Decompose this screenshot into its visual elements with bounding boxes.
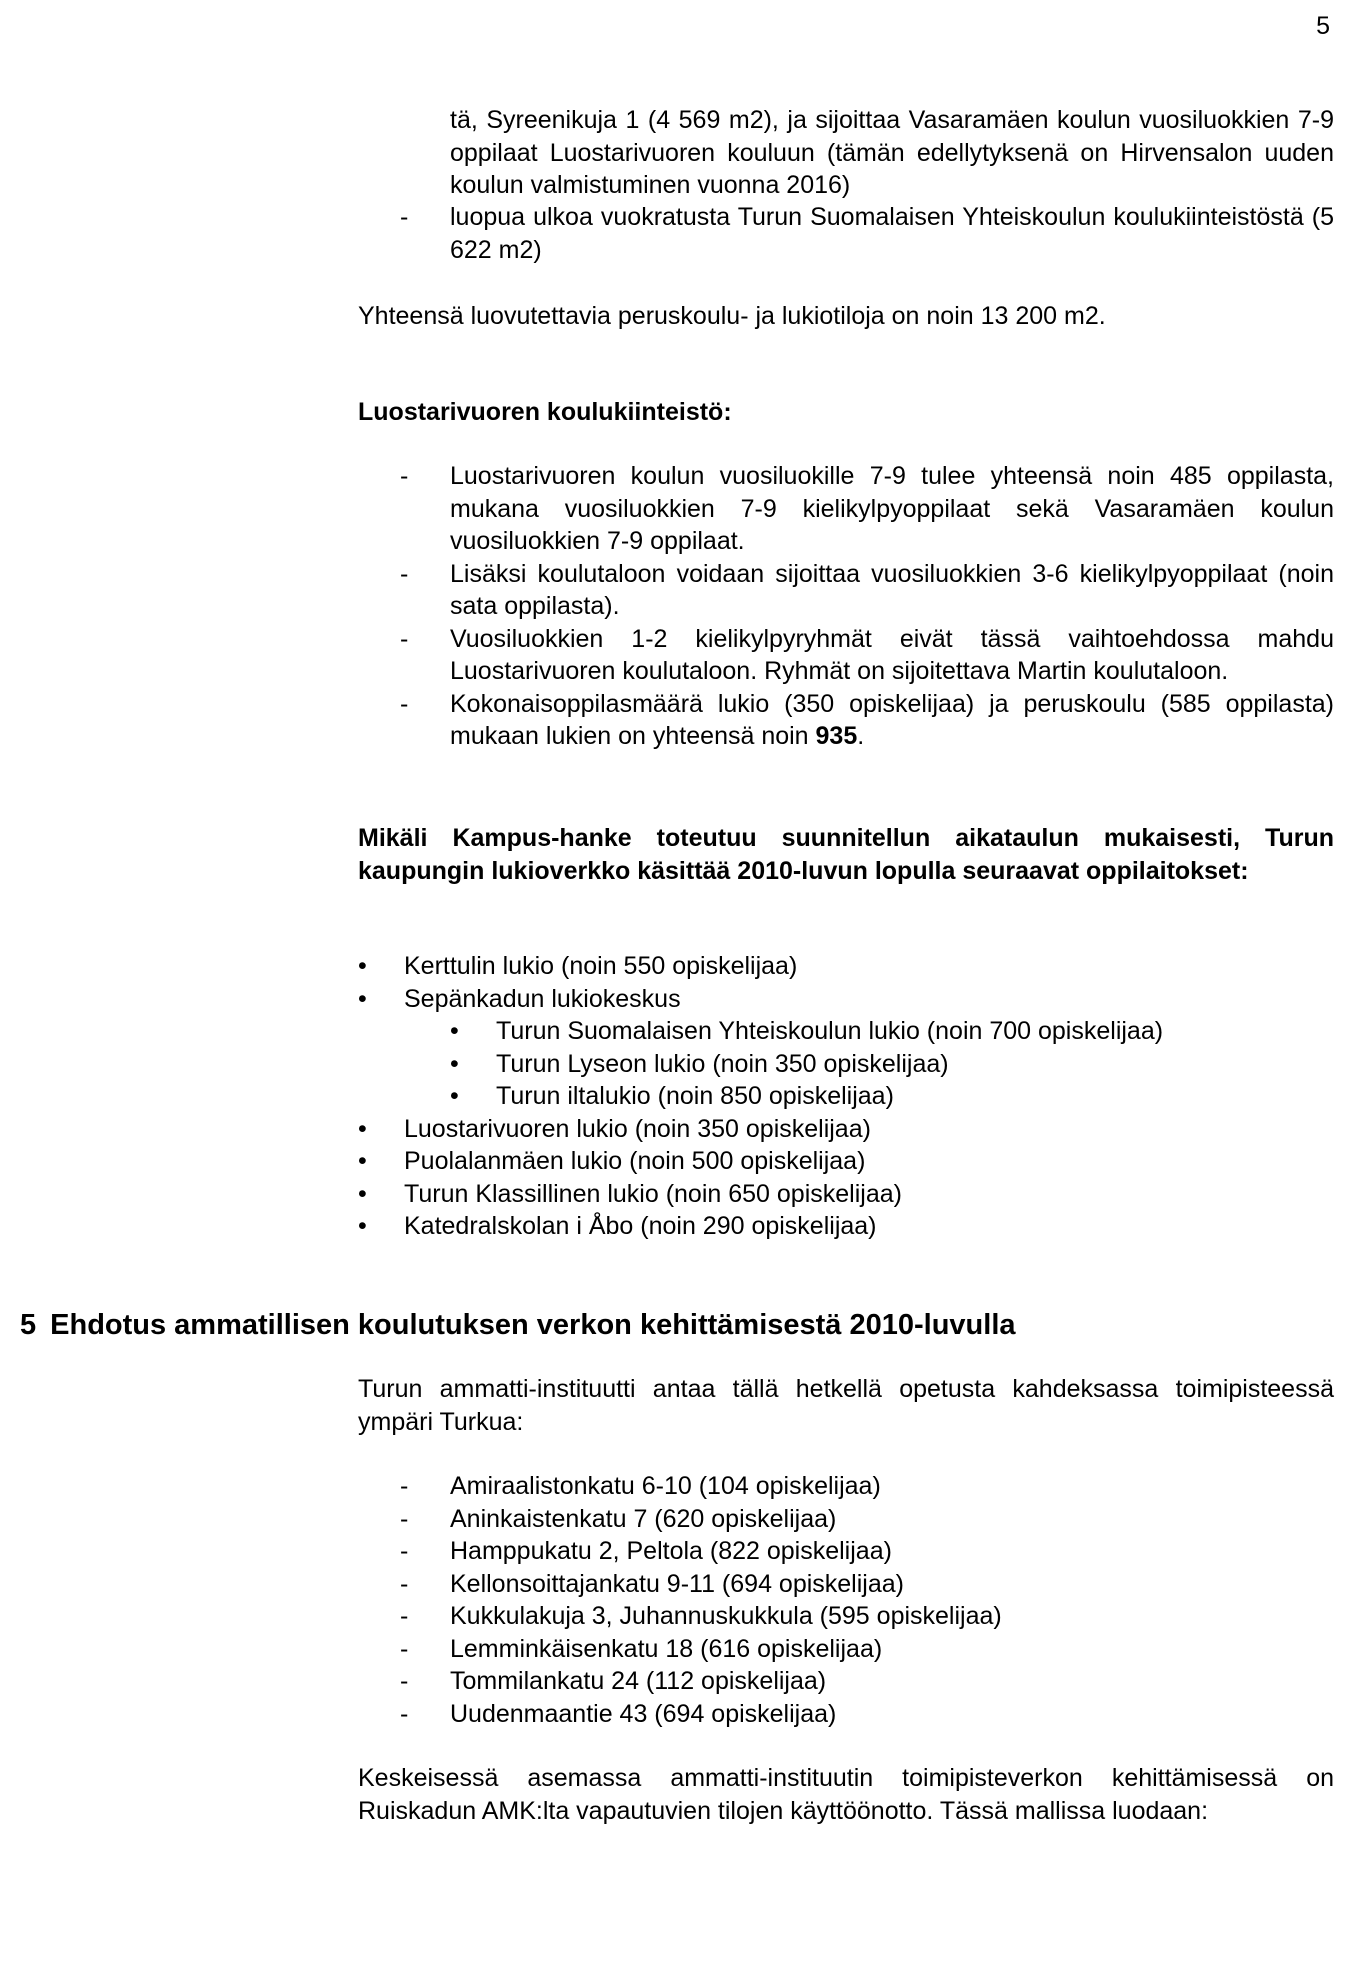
school-item: • Luostarivuoren lukio (noin 350 opiskelijaa) — [358, 1113, 1334, 1146]
school-item: • Puolalanmäen lukio (noin 500 opiskelijaa) — [358, 1145, 1334, 1178]
list-item-end: . — [857, 722, 865, 750]
luostarivuori-heading: Luostarivuoren koulukiinteistö: — [358, 398, 732, 426]
school-item: • Katedralskolan i Åbo (noin 290 opiskelijaa) — [358, 1210, 1334, 1243]
list-item: - Luostarivuoren koulun vuosiluokille 7-9 tulee yhteensä noin 485 oppilasta, mukana vuosiluokkien 7-9 kielikylpyoppilaat sekä Vasaramäen koulun vuosiluokkien 7-9 oppilaat. — [400, 460, 1334, 558]
location-item: - Lemminkäisenkatu 18 (616 opiskelijaa) — [400, 1633, 1334, 1666]
section-5-closing: Keskeisessä asemassa ammatti-instituutin toimipisteverkon kehittämisessä on Ruiskadun AMK:lta vapautuvien tilojen käyttöönotto. Tässä mallissa luodaan: — [358, 1764, 1334, 1825]
list-item: - luopua ulkoa vuokratusta Turun Suomalaisen Yhteiskoulun koulukiinteistöstä (5 622 m2) — [400, 201, 1334, 266]
luostarivuori-list — [400, 460, 1334, 753]
list-item: - Lisäksi koulutaloon voidaan sijoittaa vuosiluokkien 3-6 kielikylpyoppilaat (noin sata oppilasta). — [400, 558, 1334, 623]
school-item: • Sepänkadun lukiokeskus — [358, 983, 1334, 1016]
section-5-intro: Turun ammatti-instituutti antaa tällä hetkellä opetusta kahdeksassa toimipisteessä ympäri Turkua: — [358, 1375, 1334, 1436]
location-item: - Amiraalistonkatu 6-10 (104 opiskelijaa) — [400, 1470, 1334, 1503]
school-item: • Turun Klassillinen lukio (noin 650 opiskelijaa) — [358, 1178, 1334, 1211]
list-item: - Vuosiluokkien 1-2 kielikylpyryhmät eivät tässä vaihtoehdossa mahdu Luostarivuoren koulutaloon. Ryhmät on sijoitettava Martin koulutaloon. — [400, 623, 1334, 688]
school-subitem: • Turun iltalukio (noin 850 opiskelijaa) — [358, 1080, 1334, 1113]
kampus-school-list — [358, 950, 1334, 1243]
page-number: 5 — [1316, 12, 1330, 40]
intro-continuation: tä, Syreenikuja 1 (4 569 m2), ja sijoittaa Vasaramäen koulun vuosiluokkien 7-9 oppilaat Luostarivuoren kouluun (tämän edellytyksenä on Hirvensalon uuden koulun valmistuminen vuonna 2016) — [450, 106, 1334, 199]
total-count: 935 — [815, 722, 858, 750]
kampus-heading: Mikäli Kampus-hanke toteutuu suunnitellun aikataulun mukaisesti, Turun kaupungin lukioverkko käsittää 2010-luvun lopulla seuraavat oppilaitokset: — [358, 824, 1334, 885]
list-item — [400, 688, 1334, 753]
school-subitem: • Turun Suomalaisen Yhteiskoulun lukio (noin 700 opiskelijaa) — [358, 1015, 1334, 1048]
list-item-text: Kokonaisoppilasmäärä lukio (350 opiskelijaa) ja peruskoulu (585 oppilasta) mukaan lukien on yhteensä noin — [450, 689, 1334, 750]
location-item: - Kellonsoittajankatu 9-11 (694 opiskelijaa) — [400, 1568, 1334, 1601]
location-item: - Uudenmaantie 43 (694 opiskelijaa) — [400, 1698, 1334, 1731]
section-number: 5 — [20, 1309, 37, 1341]
school-subitem: • Turun Lyseon lukio (noin 350 opiskelijaa) — [358, 1048, 1334, 1081]
location-item: - Aninkaistenkatu 7 (620 opiskelijaa) — [400, 1503, 1334, 1536]
location-item: - Hamppukatu 2, Peltola (822 opiskelijaa) — [400, 1535, 1334, 1568]
section-5-heading — [20, 1307, 1016, 1343]
total-paragraph: Yhteensä luovutettavia peruskoulu- ja lukiotiloja on noin 13 200 m2. — [358, 302, 1106, 330]
intro-list — [400, 201, 1334, 266]
school-item: • Kerttulin lukio (noin 550 opiskelijaa) — [358, 950, 1334, 983]
location-list — [400, 1470, 1334, 1730]
location-item: - Tommilankatu 24 (112 opiskelijaa) — [400, 1665, 1334, 1698]
section-title: Ehdotus ammatillisen koulutuksen verkon kehittämisestä 2010-luvulla — [50, 1309, 1016, 1341]
location-item: - Kukkulakuja 3, Juhannuskukkula (595 opiskelijaa) — [400, 1600, 1334, 1633]
